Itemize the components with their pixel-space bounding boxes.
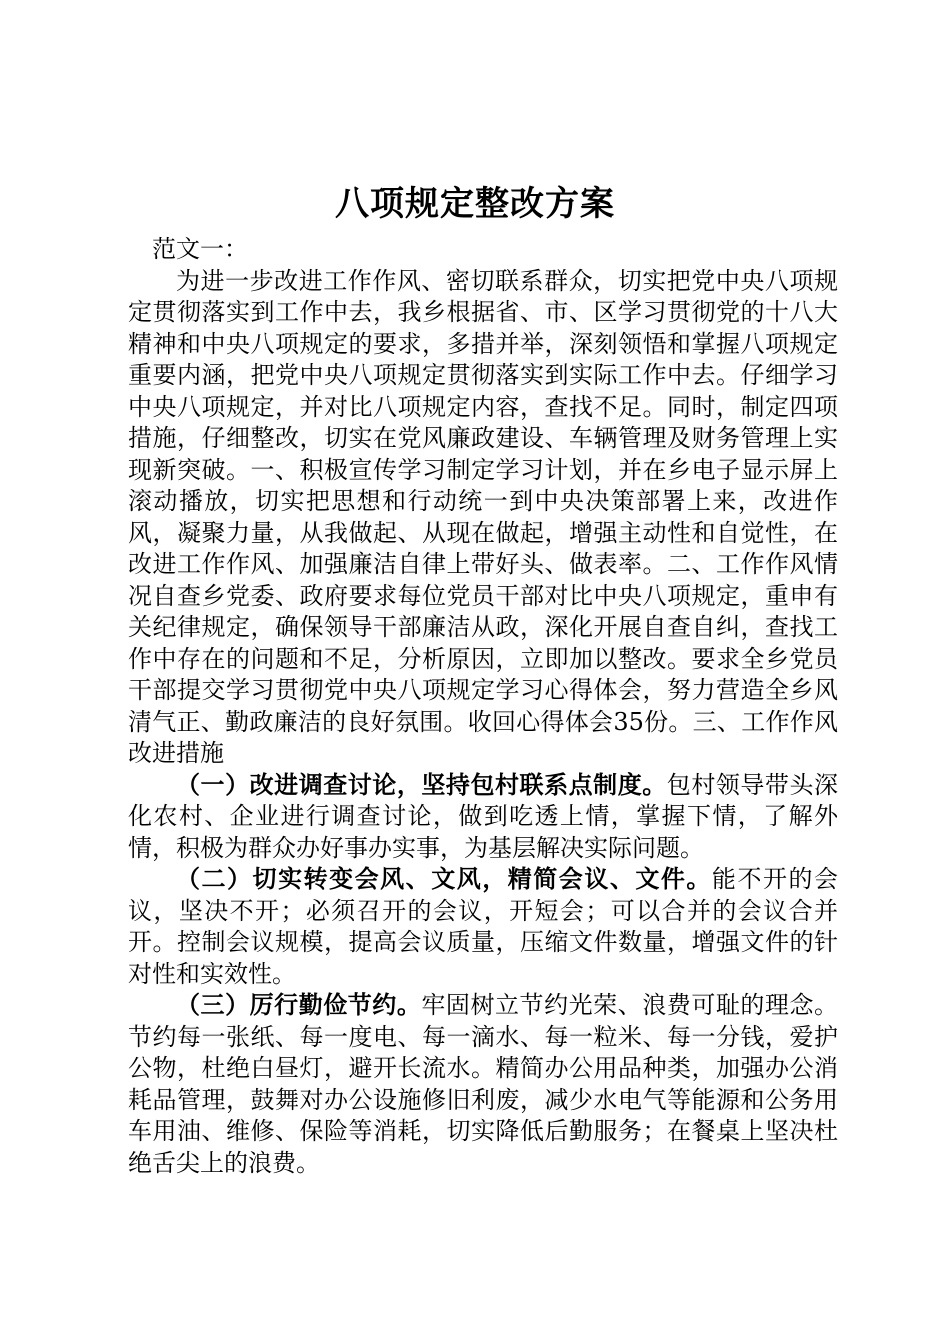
section-text-1: 包村领导带头深化农村、企业进行调查讨论，做到吃透上情，掌握下情，了解外情，积极为群众办好事办实事，为基层解决实际问题。 <box>128 770 839 862</box>
section-text-2: 能不开的会议，坚决不开；必须召开的会议，开短会；可以合并的会议合并开。控制会议规模，提高会议质量，压缩文件数量，增强文件的针对性和实效性。 <box>128 865 839 988</box>
document-body <box>128 234 838 1179</box>
intro-paragraph: 为进一步改进工作作风、密切联系群众，切实把党中央八项规定贯彻落实到工作中去，我乡根据省、市、区学习贯彻党的十八大精神和中央八项规定的要求，多措并举，深刻领悟和掌握八项规定重要内涵，把党中央八项规定贯彻落实到实际工作中去。仔细学习中央八项规定，并对比八项规定内容，查找不足。同时，制定四项措施，仔细整改，切实在党风廉政建设、车辆管理及财务管理上实现新突破。一、积极宣传学习制定学习计划，并在乡电子显示屏上滚动播放，切实把思想和行动统一到中央决策部署上来，改进作风，凝聚力量，从我做起、从现在做起，增强主动性和自觉性，在改进工作作风、加强廉洁自律上带好头、做表率。二、工作作风情况自查乡党委、政府要求每位党员干部对比中央八项规定，重申有关纪律规定，确保领导干部廉洁从政，深化开展自查自纠，查找工作中存在的问题和不足，分析原因，立即加以整改。要求全乡党员干部提交学习贯彻党中央八项规定学习心得体会，努力营造全乡风清气正、勤政廉洁的良好氛围。收回心得体会35份。三、工作作风改进措施 <box>128 266 838 767</box>
page-title: 八项规定整改方案 <box>335 184 615 224</box>
section-paragraph-3 <box>128 990 838 1179</box>
section-heading-2: （二）切实转变会风、文风，精简会议、文件。 <box>176 865 712 893</box>
section-heading-3: （三）厉行勤俭节约。 <box>176 991 422 1019</box>
section-paragraph-1 <box>128 770 838 865</box>
section-text-3: 牢固树立节约光荣、浪费可耻的理念。节约每一张纸、每一度电、每一滴水、每一粒米、每一分钱，爱护公物，杜绝白昼灯，避开长流水。精简办公用品种类，加强办公消耗品管理，鼓舞对办公设施修旧利废，减少水电气等能源和公务用车用油、维修、保险等消耗，切实降低后勤服务；在餐桌上坚决杜绝舌尖上的浪费。 <box>128 991 839 1177</box>
section-heading-1: （一）改进调查讨论，坚持包村联系点制度。 <box>176 770 667 799</box>
sample-label: 范文一： <box>152 235 248 263</box>
section-paragraph-2 <box>128 864 838 990</box>
